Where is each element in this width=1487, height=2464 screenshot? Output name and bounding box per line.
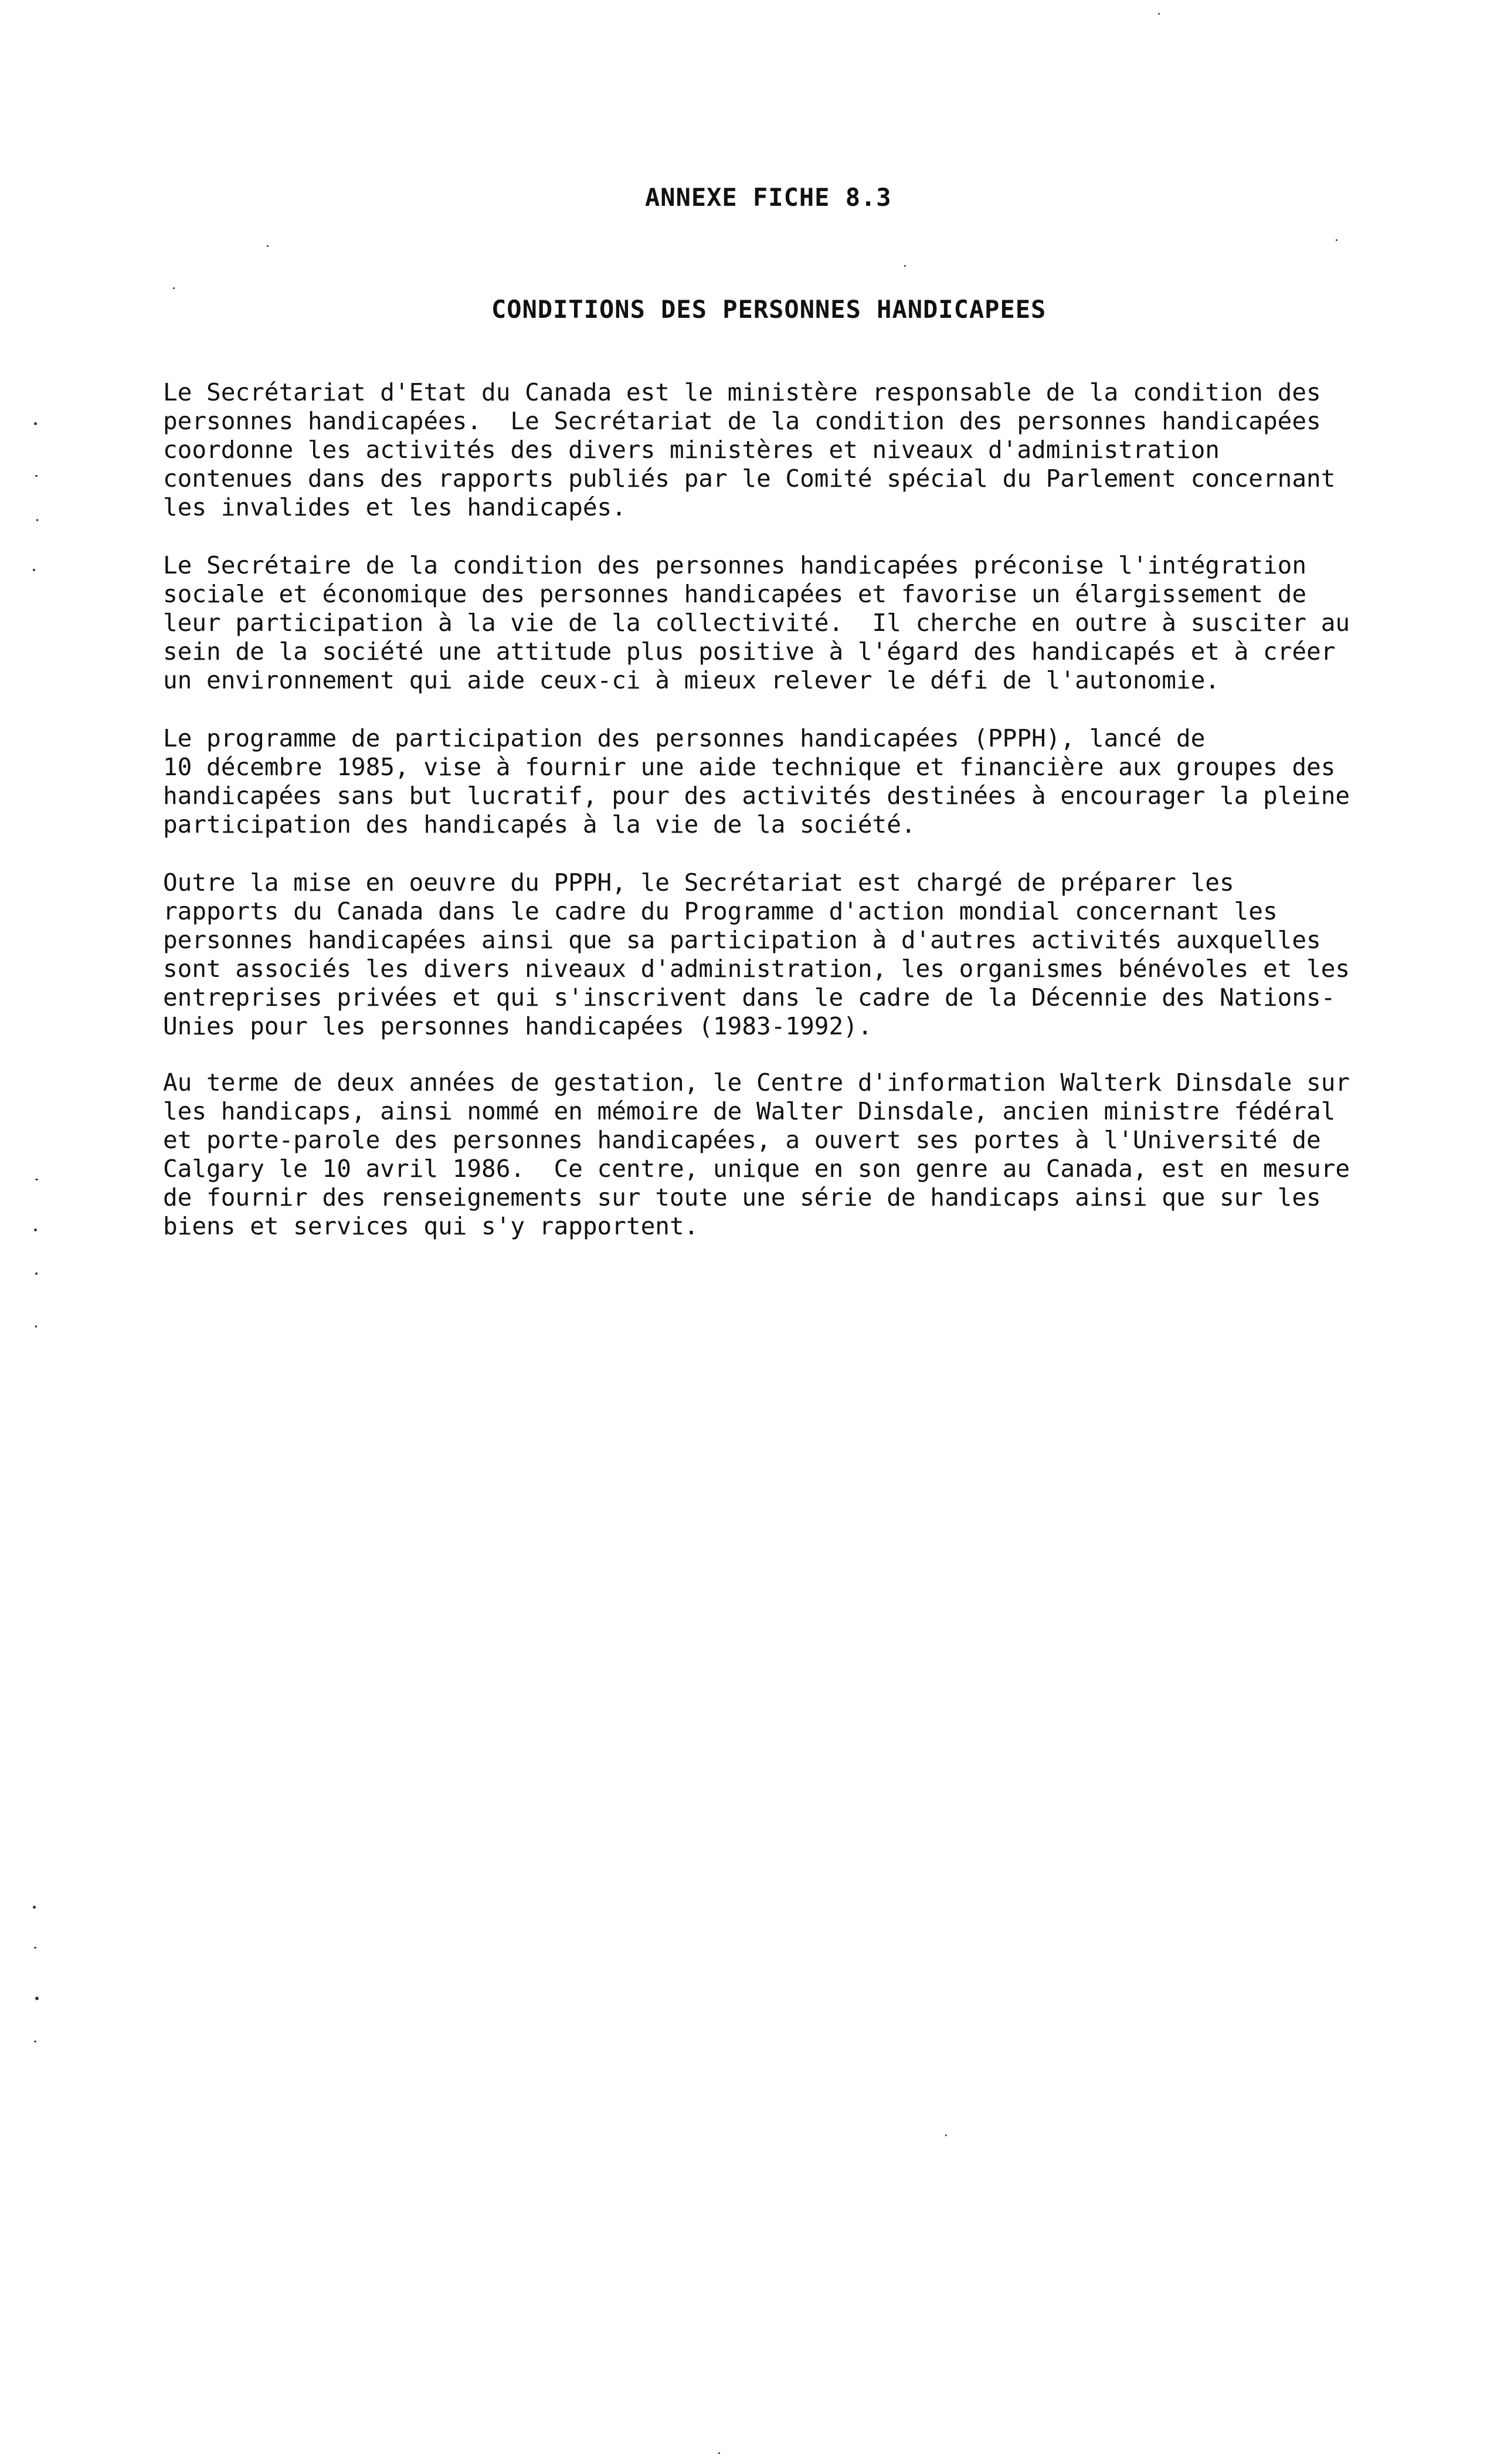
paragraph-line: Unies pour les personnes handicapées (1983-1992). [163,1012,872,1040]
paragraph-line: 10 décembre 1985, vise à fournir une aide technique et financière aux groupes des [163,753,1336,781]
scan-speck [35,1272,38,1275]
paragraph-line: entreprises privées et qui s'inscrivent dans le cadre de la Décennie des Nations- [163,983,1336,1012]
paragraph-line: Calgary le 10 avril 1986. Ce centre, unique en son genre au Canada, est en mesure [163,1155,1350,1183]
scan-speck [36,519,38,521]
paragraph-2 [163,551,1350,695]
scan-speck [34,1947,36,1949]
scan-speck [945,2134,947,2136]
paragraph-line: sein de la société une attitude plus positive à l'égard des handicapés et à créer [163,637,1336,666]
paragraph-line: Le Secrétaire de la condition des personnes handicapées préconise l'intégration [163,551,1307,579]
paragraph-line: contenues dans des rapports publiés par le Comité spécial du Parlement concernant [163,464,1336,493]
paragraph-line: sont associés les divers niveaux d'administration, les organismes bénévoles et les [163,955,1350,983]
paragraph-4 [163,868,1350,1041]
paragraph-line: personnes handicapées ainsi que sa participation à d'autres activités auxquelles [163,926,1321,954]
annex-label: ANNEXE FICHE 8.3 [645,183,892,212]
paragraph-line: les handicaps, ainsi nommé en mémoire de Walter Dinsdale, ancien ministre fédéral [163,1097,1336,1125]
paragraph-line: leur participation à la vie de la collectivité. Il cherche en outre à susciter au [163,609,1350,637]
scan-speck [35,475,38,477]
paragraph-line: rapports du Canada dans le cadre du Programme d'action mondial concernant les [163,897,1278,925]
paragraph-5 [163,1068,1350,1241]
scan-speck [1336,239,1337,241]
page-title: CONDITIONS DES PERSONNES HANDICAPEES [491,295,1047,324]
scan-speck [718,2452,720,2454]
scan-speck [35,1325,37,1328]
paragraph-line: handicapées sans but lucratif, pour des activités destinées à encourager la pleine [163,782,1350,810]
paragraph-line: Le Secrétariat d'Etat du Canada est le ministère responsable de la condition des [163,378,1321,406]
paragraph-1 [163,378,1335,522]
scan-speck [35,1179,38,1180]
scan-speck [34,1228,37,1231]
paragraph-line: biens et services qui s'y rapportent. [163,1212,699,1240]
scan-speck [34,422,37,425]
scan-speck [34,2041,36,2042]
paragraph-3 [163,724,1350,839]
paragraph-line: participation des handicapés à la vie de la société. [163,810,916,839]
scan-speck [267,245,269,247]
paragraph-line: coordonne les activités des divers ministères et niveaux d'administration [163,436,1220,464]
scan-speck [35,1997,39,2000]
paragraph-line: Au terme de deux années de gestation, le Centre d'information Walterk Dinsdale sur [163,1068,1350,1097]
paragraph-line: personnes handicapées. Le Secrétariat de la condition des personnes handicapées [163,407,1321,435]
scan-speck [904,265,906,267]
paragraph-line: sociale et économique des personnes handicapées et favorise un élargissement de [163,580,1307,608]
paragraph-line: les invalides et les handicapés. [163,493,626,521]
scan-speck [173,287,175,289]
scan-speck [1158,13,1160,15]
paragraph-line: un environnement qui aide ceux-ci à mieux relever le défi de l'autonomie. [163,666,1220,694]
paragraph-line: Outre la mise en oeuvre du PPPH, le Secrétariat est chargé de préparer les [163,868,1234,897]
paragraph-line: de fournir des renseignements sur toute une série de handicaps ainsi que sur les [163,1183,1321,1211]
paragraph-line: Le programme de participation des personnes handicapées (PPPH), lancé de [163,724,1206,752]
scan-speck [33,1906,36,1909]
paragraph-line: et porte-parole des personnes handicapées, a ouvert ses portes à l'Université de [163,1126,1321,1154]
scan-speck [33,569,35,571]
